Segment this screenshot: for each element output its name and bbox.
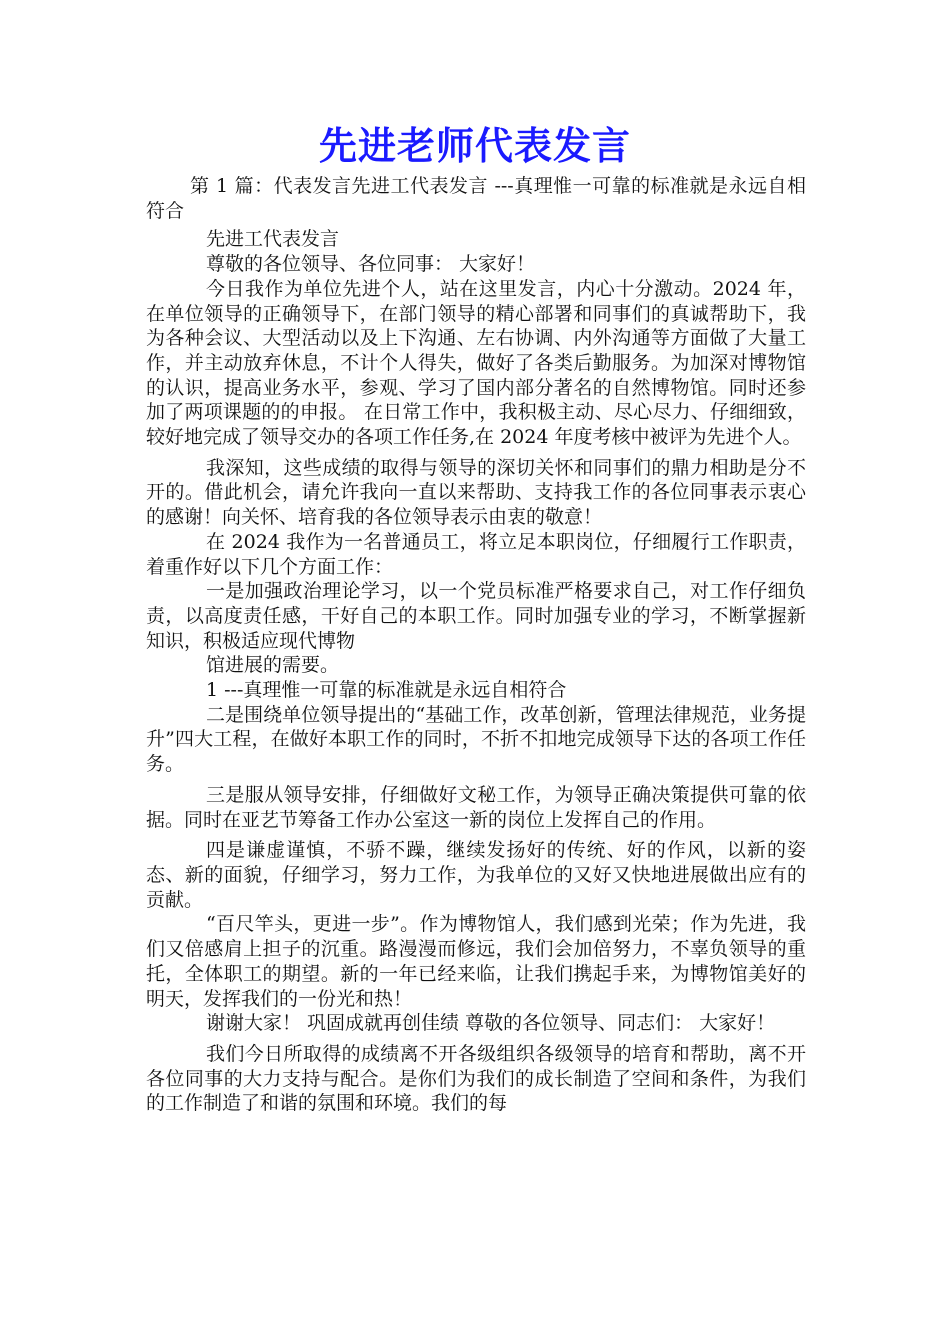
paragraph-point-one-cont: 馆进展的需要。 [206,654,340,677]
paragraph-page-footer: 1 ---真理惟一可靠的标准就是永远自相符合 [206,679,567,702]
paragraph-salutation: 尊敬的各位领导、各位同事： 大家好！ [206,253,536,276]
paragraph-second-speech: 我们今日所取得的成绩离不开各级组织各级领导的培育和帮助，离不开各位同事的大力支持与配合。是你们为我们的成长制造了空间和条件，为我们的工作制造了和谐的氛围和环境。我们的每 [146,1042,806,1115]
paragraph-point-three: 三是服从领导安排，仔细做好文秘工作，为领导正确决策提供可靠的依据。同时在亚艺节筹备工作办公室这一新的岗位上发挥自己的作用。 [146,783,806,831]
document-body [146,174,806,1116]
paragraph-intro: 今日我作为单位先进个人，站在这里发言，内心十分激动。2024 年，在单位领导的正确领导下，在部门领导的精心部署和同事们的真诚帮助下，我为各种会议、大型活动以及上下沟通、左右协调、内外沟通等方面做了大量工作，并主动放弃休息，不计个人得失，做好了各类后勤服务。为加深对博物馆的认识，提高业务水平，参观、学习了国内部分著名的自然博物馆。同时还参加了两项课题的的申报。 在日常工作中，我积极主动、尽心尽力、仔细细致，较好地完成了领导交办的各项工作任务,在 2024 年度考核中被评为先进个人。 [146,277,806,449]
paragraph-thanks: 谢谢大家！ 巩固成就再创佳绩 尊敬的各位领导、同志们： 大家好！ [206,1012,776,1035]
paragraph-heading-line: 第 1 篇：代表发言先进工代表发言 ---真理惟一可靠的标准就是永远自相符合 [146,175,806,222]
paragraph-plan: 在 2024 我作为一名普通员工，将立足本职岗位，仔细履行工作职责，着重作好以下几个方面工作： [146,530,806,578]
paragraph-point-four: 四是谦虚谨慎，不骄不躁，继续发扬好的传统、好的作风，以新的姿态、新的面貌，仔细学习，努力工作，为我单位的又好又快地进展做出应有的贡献。 [146,839,806,911]
paragraph-point-two: 二是围绕单位领导提出的“基础工作，改革创新，管理法律规范，业务提升”四大工程，在做好本职工作的同时，不折不扣地完成领导下达的各项工作任务。 [146,703,806,776]
paragraph-point-one: 一是加强政治理论学习，以一个党员标准严格要求自己，对工作仔细负责，以高度责任感，干好自己的本职工作。同时加强专业的学习，不断掌握新知识，积极适应现代博物 [146,580,806,652]
paragraph-gratitude: 我深知，这些成绩的取得与领导的深切关怀和同事们的鼎力相助是分不开的。借此机会，请允许我向一直以来帮助、支持我工作的各位同事表示衷心的感谢！向关怀、培育我的各位领导表示由衷的敬意！ [146,456,806,529]
paragraph-closing: “百尺竿头，更进一步”。作为博物馆人，我们感到光荣；作为先进，我们又倍感肩上担子的沉重。路漫漫而修远，我们会加倍努力，不辜负领导的重托，全体职工的期望。新的一年已经来临，让我们携起手来，为博物馆美好的明天，发挥我们的一份光和热！ [146,913,806,1010]
document-title: 先进老师代表发言 [318,124,631,168]
paragraph-subtitle: 先进工代表发言 [206,228,340,251]
